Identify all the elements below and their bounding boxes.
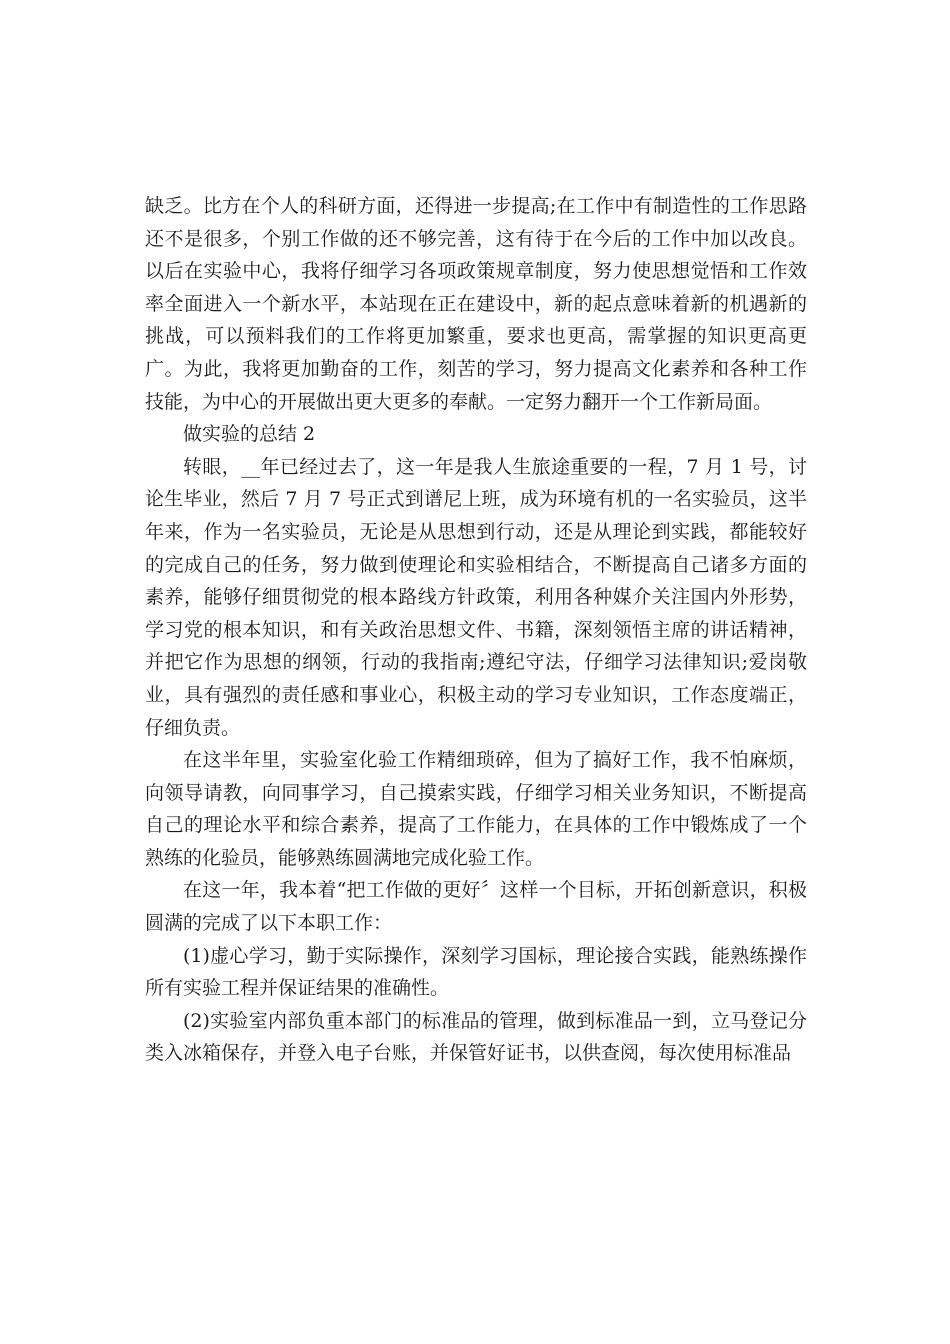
paragraph: 在这半年里，实验室化验工作精细琐碎，但为了搞好工作，我不怕麻烦，向领导请教，向同事学习，自己摸索实践，仔细学习相关业务知识，不断提高自己的理论水平和综合素养，提高了工作能力，在具体的工作中锻炼成了一个熟练的化验员，能够熟练圆满地完成化验工作。 bbox=[145, 749, 807, 869]
paragraph: 在这一年，我本着“把工作做的更好〞这样一个目标，开拓创新意识，积极圆满的完成了以下本职工作： bbox=[145, 879, 807, 935]
paragraph: 转眼，__年已经过去了，这一年是我人生旅途重要的一程，7 月 1 号，讨论生毕业，然后 7 月 7 号正式到谱尼上班，成为环境有机的一名实验员，这半年来，作为一名实验员，无论是从思想到行动，还是从理论到实践，都能较好的完成自己的任务，努力做到使理论和实验相结合，不断提高自己诸多方面的素养，能够仔细贯彻党的根本路线方针政策，利用各种媒介关注国内外形势，学习党的根本知识，和有关政治思想文件、书籍，深刻领悟主席的讲话精神，并把它作为思想的纲领，行动的我指南;遵纪守法，仔细学习法律知识;爱岗敬业，具有强烈的责任感和事业心，积极主动的学习专业知识，工作态度端正，仔细负责。 bbox=[145, 455, 807, 739]
document-body bbox=[145, 190, 807, 1070]
section-heading: 做实验的总结 2 bbox=[183, 423, 316, 446]
list-item-paragraph: (2)实验室内部负重本部门的标准品的管理，做到标准品一到，立马登记分类入冰箱保存，并登入电子台账，并保管好证书，以供查阅，每次使用标准品 bbox=[145, 1009, 807, 1065]
paragraph-continuation: 缺乏。比方在个人的科研方面，还得进一步提高;在工作中有制造性的工作思路还不是很多，个别工作做的还不够完善，这有待于在今后的工作中加以改良。以后在实验中心，我将仔细学习各项政策规章制度，努力使思想觉悟和工作效率全面进入一个新水平，本站现在正在建设中，新的起点意味着新的机遇新的挑战，可以预料我们的工作将更加繁重，要求也更高，需掌握的知识更高更广。为此，我将更加勤奋的工作，刻苦的学习，努力提高文化素养和各种工作技能，为中心的开展做出更大更多的奉献。一定努力翻开一个工作新局面。 bbox=[145, 195, 807, 413]
list-item-paragraph: (1)虚心学习，勤于实际操作，深刻学习国标，理论接合实践，能熟练操作所有实验工程并保证结果的准确性。 bbox=[145, 944, 807, 1000]
